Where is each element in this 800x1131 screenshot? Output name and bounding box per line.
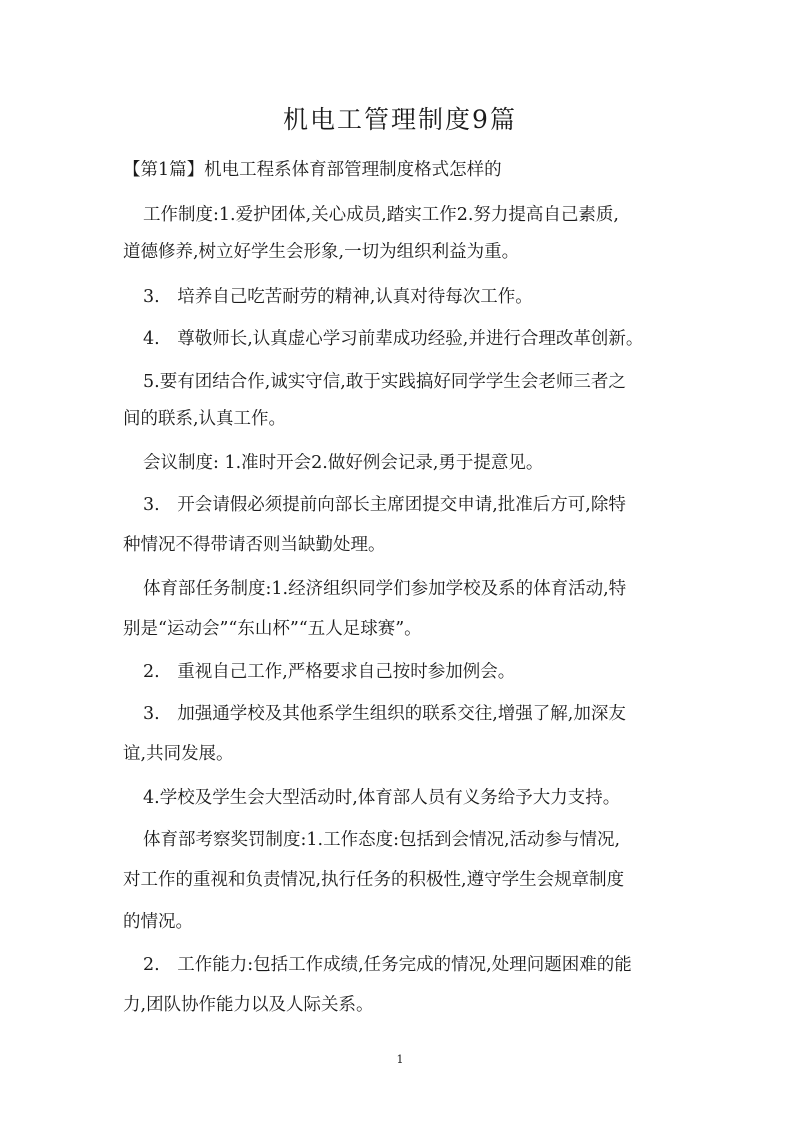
page-number: 1 [396,1053,404,1066]
paragraph-line: 别是“运动会”“东山杯”“五人足球赛”。 [123,619,422,639]
paragraph-line: 4. 尊敬师长,认真虚心学习前辈成功经验,并进行合理改革创新。 [143,329,644,349]
paragraph-line: 3. 培养自己吃苦耐劳的精神,认真对待每次工作。 [143,287,533,307]
paragraph-line: 体育部考察奖罚制度:1.工作态度:包括到会情况,活动参与情况, [143,830,621,850]
paragraph-line: 种情况不得带请否则当缺勤处理。 [123,535,386,555]
paragraph-line: 力,团队协作能力以及人际关系。 [123,995,374,1015]
paragraph-line: 5.要有团结合作,诚实守信,敢于实践搞好同学学生会老师三者之 [143,372,626,392]
paragraph-line: 道德修养,树立好学生会形象,一切为组织利益为重。 [123,242,520,262]
paragraph-line: 的情况。 [123,912,193,932]
paragraph-line: 4.学校及学生会大型活动时,体育部人员有义务给予大力支持。 [143,788,621,808]
paragraph-line: 工作制度:1.爱护团体,关心成员,踏实工作2.努力提高自己素质, [143,205,619,225]
paragraph-line: 对工作的重视和负责情况,执行任务的积极性,遵守学生会规章制度 [123,870,625,890]
paragraph-line: 谊,共同发展。 [123,744,234,764]
paragraph-line: 3. 加强通学校及其他系学生组织的联系交往,增强了解,加深友 [143,704,626,724]
paragraph-line: 【第1篇】机电工程系体育部管理制度格式怎样的 [123,160,502,180]
paragraph-line: 3. 开会请假必须提前向部长主席团提交申请,批准后方可,除特 [143,495,626,515]
paragraph-line: 2. 工作能力:包括工作成绩,任务完成的情况,处理问题困难的能 [143,955,632,975]
paragraph-line: 会议制度: 1.准时开会2.做好例会记录,勇于提意见。 [143,453,544,473]
document-title: 机电工管理制度9篇 [283,105,517,134]
paragraph-line: 2. 重视自己工作,严格要求自己按时参加例会。 [143,662,516,682]
paragraph-line: 体育部任务制度:1.经济组织同学们参加学校及系的体育活动,特 [143,579,627,599]
paragraph-line: 间的联系,认真工作。 [123,409,287,429]
